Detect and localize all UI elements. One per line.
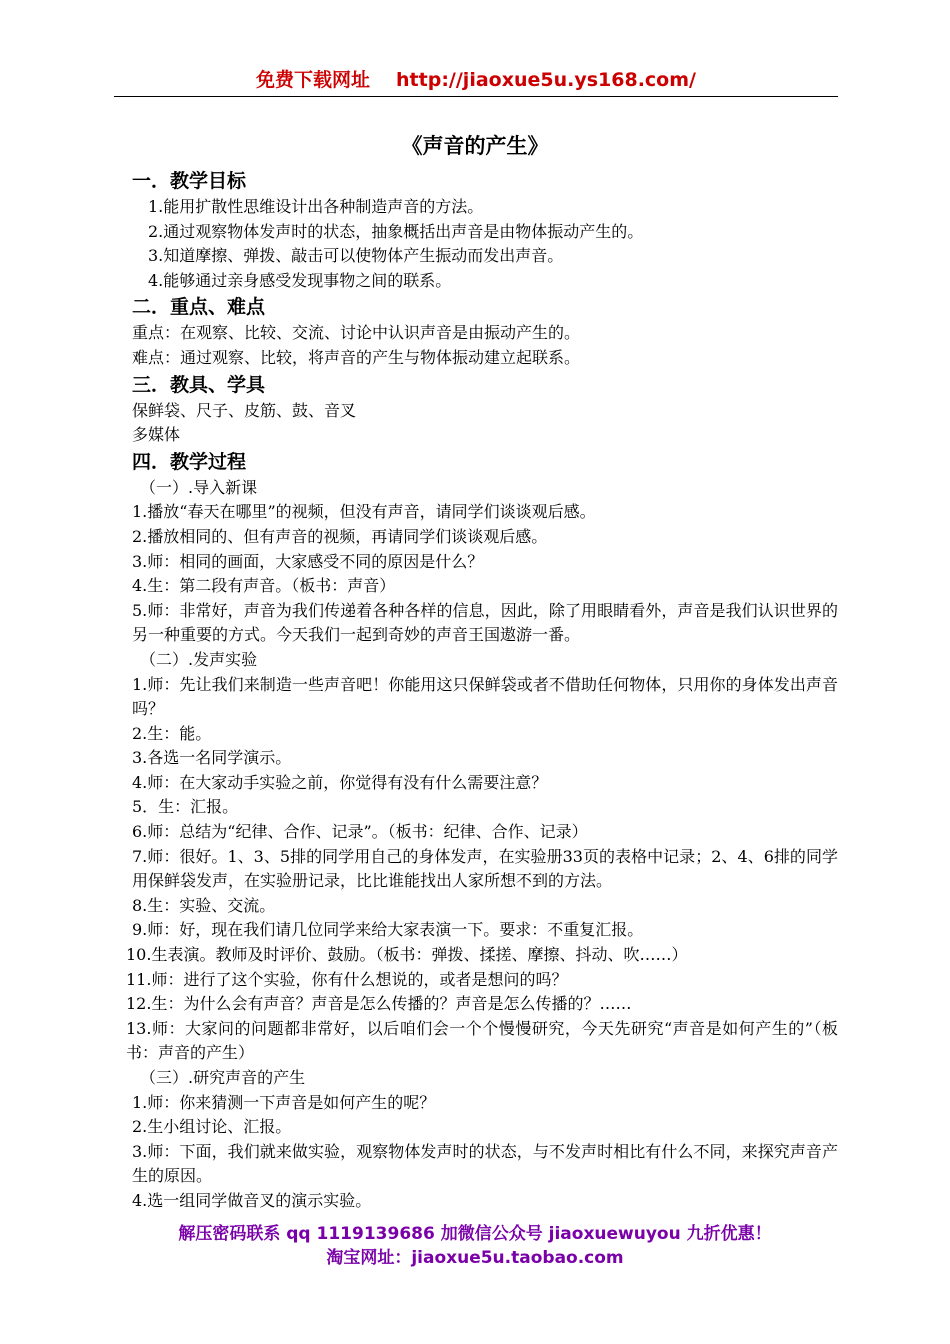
paragraph: 5.师：非常好，声音为我们传递着各种各样的信息，因此，除了用眼睛看外，声音是我们认识世界的另一种重要的方式。今天我们一起到奇妙的声音王国遨游一番。 <box>132 600 838 645</box>
subsection-heading: （一）.导入新课 <box>140 477 258 497</box>
paragraph: 1.能用扩散性思维设计出各种制造声音的方法。 <box>148 197 484 216</box>
page-header <box>114 64 838 97</box>
paragraph: 4.能够通过亲身感受发现事物之间的联系。 <box>148 270 452 290</box>
paragraph: 2.生：能。 <box>132 723 212 743</box>
paragraph: 2.生小组讨论、汇报。 <box>132 1117 292 1137</box>
paragraph: 7.师：很好。1、3、5排的同学用自己的身体发声，在实验册33页的表格中记录；2、4、6排的同学用保鲜袋发声，在实验册记录，比比谁能找出人家所想不到的方法。 <box>132 846 838 891</box>
document-title: 《声音的产生》 <box>401 134 549 158</box>
paragraph: 3.知道摩擦、弹拨、敲击可以使物体产生振动而发出声音。 <box>148 246 564 266</box>
footer-contact: 解压密码联系 qq 1119139686 加微信公众号 jiaoxuewuyou 九折优惠！ <box>178 1224 772 1244</box>
footer-shop-link[interactable]: 淘宝网址：jiaoxue5u.taobao.com <box>326 1248 624 1268</box>
paragraph: 多媒体 <box>132 425 181 445</box>
paragraph: 10.生表演。教师及时评价、鼓励。（板书：弹拨、揉搓、摩擦、抖动、吹……） <box>126 945 688 965</box>
paragraph: 1.师：你来猜测一下声音是如何产生的呢？ <box>132 1092 436 1112</box>
paragraph: 3.师：相同的画面，大家感受不同的原因是什么？ <box>132 551 484 571</box>
paragraph: 4.选一组同学做音叉的演示实验。 <box>132 1190 372 1210</box>
section-heading-materials: 三．教具、学具 <box>132 373 266 396</box>
paragraph: 3.师：下面，我们就来做实验，观察物体发声时的状态，与不发声时相比有什么不同，来探究声音产生的原因。 <box>132 1141 838 1186</box>
paragraph: 难点：通过观察、比较，将声音的产生与物体振动建立起联系。 <box>132 347 581 367</box>
section-heading-key-points: 二．重点、难点 <box>132 296 266 319</box>
paragraph: 8.生：实验、交流。 <box>132 895 276 915</box>
paragraph: 重点：在观察、比较、交流、讨论中认识声音是由振动产生的。 <box>132 323 581 343</box>
paragraph: 11.师：进行了这个实验，你有什么想说的，或者是想问的吗？ <box>126 969 568 989</box>
section-heading-objectives: 一．教学目标 <box>132 170 247 192</box>
paragraph: 1.师：先让我们来制造一些声音吧！你能用这只保鲜袋或者不借助任何物体，只用你的身体发出声音吗？ <box>132 674 838 719</box>
header-url-link[interactable]: http://jiaoxue5u.ys168.com/ <box>396 69 696 91</box>
paragraph: 3.各选一名同学演示。 <box>132 748 292 768</box>
paragraph: 6.师：总结为“纪律、合作、记录”。（板书：纪律、合作、记录） <box>132 822 588 842</box>
paragraph: 1.播放“春天在哪里”的视频，但没有声音，请同学们谈谈观后感。 <box>132 502 596 522</box>
header-label: 免费下载网址 <box>256 69 371 91</box>
subsection-heading: （二）.发声实验 <box>140 649 258 669</box>
section-heading-process: 四．教学过程 <box>132 450 247 473</box>
paragraph: 保鲜袋、尺子、皮筋、鼓、音叉 <box>132 400 357 420</box>
paragraph: 12.生：为什么会有声音？声音是怎么传播的？声音是怎么传播的？…… <box>126 994 632 1014</box>
document-body <box>114 167 838 1214</box>
paragraph: 2.通过观察物体发声时的状态，抽象概括出声音是由物体振动产生的。 <box>148 221 644 241</box>
paragraph: 9.师：好，现在我们请几位同学来给大家表演一下。要求：不重复汇报。 <box>132 920 644 940</box>
paragraph: 4.师：在大家动手实验之前，你觉得有没有什么需要注意？ <box>132 772 548 792</box>
paragraph: 5．生：汇报。 <box>132 797 239 817</box>
paragraph: 2.播放相同的、但有声音的视频，再请同学们谈谈观后感。 <box>132 526 548 546</box>
subsection-heading: （三）.研究声音的产生 <box>140 1068 306 1087</box>
paragraph: 13.师：大家问的问题都非常好，以后咱们会一个个慢慢研究，今天先研究“声音是如何产生的”（板书：声音的产生） <box>126 1018 838 1063</box>
paragraph: 4.生：第二段有声音。（板书：声音） <box>132 576 396 596</box>
